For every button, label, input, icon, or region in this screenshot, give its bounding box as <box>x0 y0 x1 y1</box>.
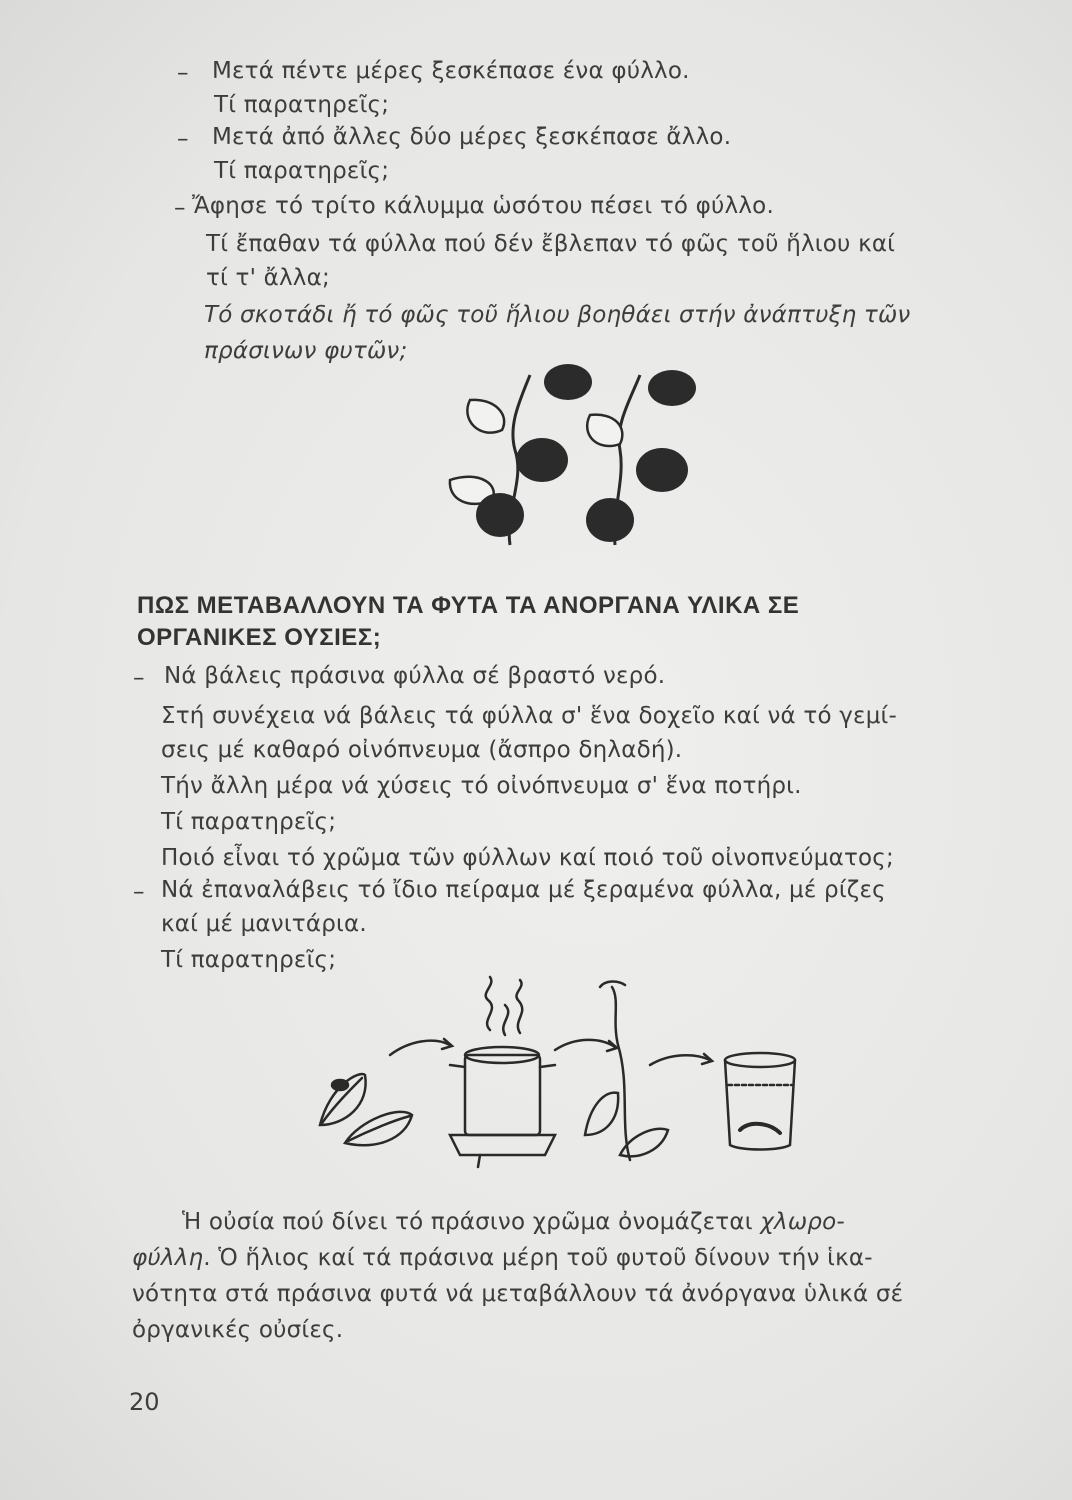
leaf-icon <box>345 1112 412 1145</box>
chlorophyll-term: φύλλη <box>132 1245 204 1271</box>
leaf-icon <box>585 1093 618 1135</box>
plant-illustration <box>440 360 710 550</box>
question-italic-line: πράσινων φυτῶν; <box>204 338 408 364</box>
text-line: Τί παρατηρεῖς; <box>214 92 390 118</box>
text-line: τί τ' ἄλλα; <box>206 265 330 291</box>
text-line: Τί παρατηρεῖς; <box>214 158 390 184</box>
text-line: Μετά ἀπό ἄλλες δύο μέρες ξεσκέπασε ἄλλο. <box>212 124 732 150</box>
conclusion-line <box>182 1209 845 1235</box>
text-line: Τί παρατηρεῖς; <box>161 947 337 973</box>
text-line: Τήν ἄλλη μέρα νά χύσεις τό οἰνόπνευμα σ' ἕνα ποτήρι. <box>161 773 802 799</box>
text-line: Στή συνέχεια νά βάλεις τά φύλλα σ' ἕνα δοχεῖο καί νά τό γεμί- <box>161 703 898 729</box>
dash-marker: – <box>133 665 145 691</box>
conclusion-line <box>132 1245 873 1271</box>
question-italic-line: Τό σκοτάδι ἤ τό φῶς τοῦ ἥλιου βοηθάει στήν ἀνάπτυξη τῶν <box>204 302 911 328</box>
experiment-illustration <box>300 975 820 1175</box>
leaf-icon <box>586 370 696 542</box>
conclusion-line: ὀργανικές οὐσίες. <box>132 1317 344 1343</box>
text-line: Τί ἔπαθαν τά φύλλα πού δέν ἔβλεπαν τό φῶς τοῦ ἥλιου καί <box>206 231 896 257</box>
dash-marker: – <box>174 195 186 221</box>
conclusion-line: νότητα στά πράσινα φυτά νά μεταβάλλουν τά ἀνόργανα ὑλικά σέ <box>132 1281 904 1307</box>
text-line: καί μέ μανιτάρια. <box>161 911 367 937</box>
dash-marker: – <box>133 879 145 905</box>
conclusion-text: . Ὁ ἥλιος καί τά πράσινα μέρη τοῦ φυτοῦ δίνουν τήν ἱκα- <box>203 1245 873 1271</box>
text-line: Τί παρατηρεῖς; <box>161 809 337 835</box>
text-line: Ποιό εἶναι τό χρῶμα τῶν φύλλων καί ποιό τοῦ οἰνοπνεύματος; <box>161 845 894 871</box>
text-line: Νά ἐπαναλάβεις τό ἴδιο πείραμα μέ ξεραμένα φύλλα, μέ ρίζες <box>161 877 886 903</box>
dash-marker: – <box>177 60 189 86</box>
section-heading: ΟΡΓΑΝΙΚΕΣ ΟΥΣΙΕΣ; <box>137 624 382 651</box>
section-heading: ΠΩΣ ΜΕΤΑΒΑΛΛΟΥΝ ΤΑ ΦΥΤΑ ΤΑ ΑΝΟΡΓΑΝΑ ΥΛΙΚΑ ΣΕ <box>137 592 800 619</box>
leaf-icon <box>450 364 592 537</box>
glass-icon <box>725 1060 795 1150</box>
pot-icon <box>465 1055 540 1135</box>
conclusion-text: Ἡ οὐσία πού δίνει τό πράσινο χρῶμα ὀνομάζεται <box>182 1209 761 1235</box>
page-number: 20 <box>129 1388 160 1416</box>
text-line: Νά βάλεις πράσινα φύλλα σέ βραστό νερό. <box>164 663 666 689</box>
dash-marker: – <box>177 126 189 152</box>
text-line: Μετά πέντε μέρες ξεσκέπασε ένα φύλλο. <box>212 58 690 84</box>
text-line: σεις μέ καθαρό οἰνόπνευμα (ἄσπρο δηλαδή). <box>161 737 683 763</box>
chlorophyll-term: χλωρο- <box>760 1209 845 1235</box>
text-line: Ἄφησε τό τρίτο κάλυμμα ὡσότου πέσει τό φύλλο. <box>192 193 774 219</box>
